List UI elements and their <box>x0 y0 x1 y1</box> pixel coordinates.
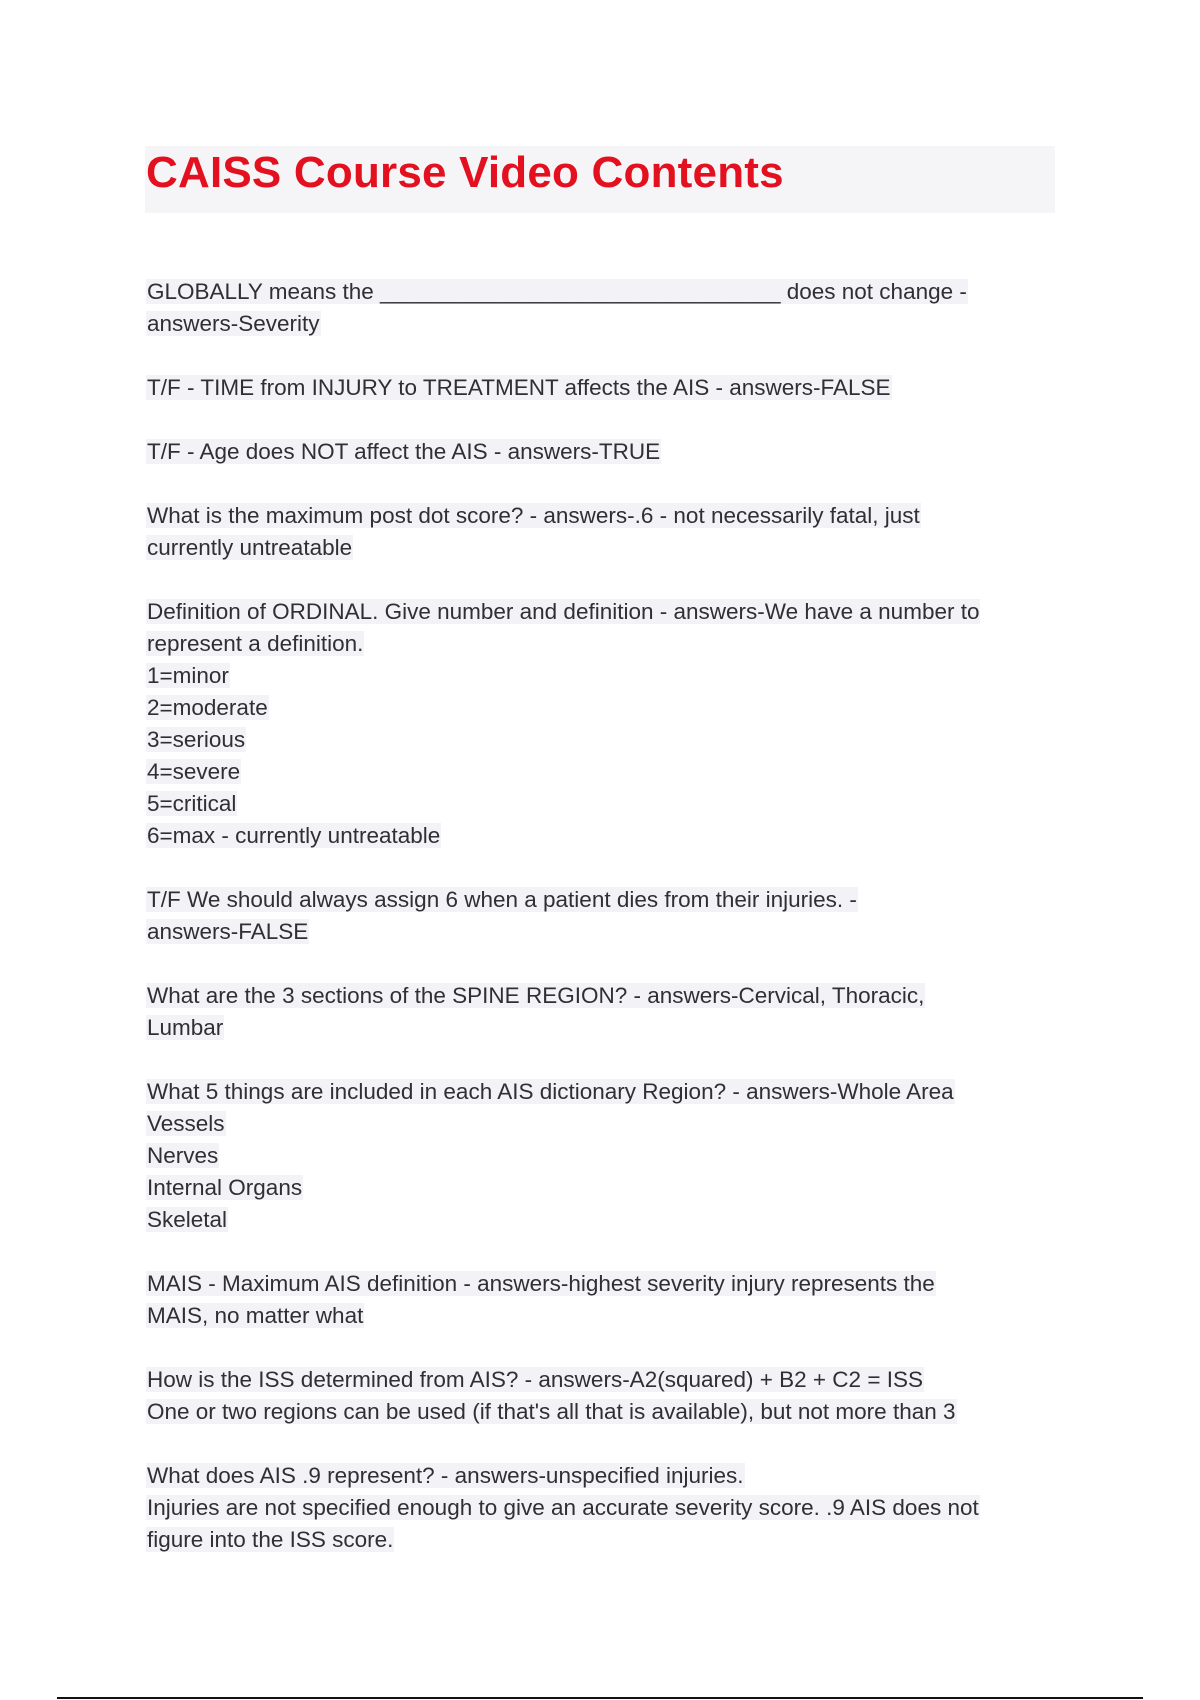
qa-item <box>146 884 1066 948</box>
qa-line: Injuries are not specified enough to give an accurate severity score. .9 AIS does not <box>147 1495 979 1520</box>
qa-line: Nerves <box>147 1143 219 1168</box>
qa-line: Definition of ORDINAL. Give number and definition - answers-We have a number to <box>147 599 980 624</box>
qa-line: How is the ISS determined from AIS? - answers-A2(squared) + B2 + C2 = ISS <box>147 1367 923 1392</box>
qa-line: What 5 things are included in each AIS dictionary Region? - answers-Whole Area <box>147 1079 954 1104</box>
qa-item <box>146 500 1066 564</box>
qa-line: represent a definition. <box>147 631 364 656</box>
qa-line: 2=moderate <box>147 695 268 720</box>
qa-item <box>146 1268 1066 1332</box>
qa-line: Skeletal <box>147 1207 228 1232</box>
page-bottom-rule <box>57 1697 1143 1699</box>
qa-line: answers-Severity <box>147 311 320 336</box>
qa-item <box>146 596 1066 852</box>
qa-line: T/F - Age does NOT affect the AIS - answers-TRUE <box>147 439 661 464</box>
qa-line: T/F - TIME from INJURY to TREATMENT affects the AIS - answers-FALSE <box>147 375 891 400</box>
qa-item <box>146 1460 1066 1556</box>
qa-line: What are the 3 sections of the SPINE REGION? - answers-Cervical, Thoracic, <box>147 983 925 1008</box>
qa-line: What does AIS .9 represent? - answers-unspecified injuries. <box>147 1463 744 1488</box>
qa-item <box>146 980 1066 1044</box>
qa-line: 1=minor <box>147 663 229 688</box>
qa-line: MAIS - Maximum AIS definition - answers-highest severity injury represents the <box>147 1271 935 1296</box>
qa-item <box>146 436 1066 468</box>
qa-line: figure into the ISS score. <box>147 1527 394 1552</box>
qa-item <box>146 1076 1066 1236</box>
qa-line: What is the maximum post dot score? - answers-.6 - not necessarily fatal, just <box>147 503 920 528</box>
qa-item <box>146 1364 1066 1428</box>
qa-line: Vessels <box>147 1111 225 1136</box>
qa-item <box>146 372 1066 404</box>
qa-line: T/F We should always assign 6 when a patient dies from their injuries. - <box>147 887 857 912</box>
qa-line: 4=severe <box>147 759 241 784</box>
qa-line: MAIS, no matter what <box>147 1303 364 1328</box>
qa-line: 3=serious <box>147 727 246 752</box>
qa-line: GLOBALLY means the ________________________________ does not change - <box>147 279 967 304</box>
qa-line: 5=critical <box>147 791 237 816</box>
qa-list <box>146 276 1066 1588</box>
qa-line: Lumbar <box>147 1015 224 1040</box>
qa-line: answers-FALSE <box>147 919 309 944</box>
qa-line: 6=max - currently untreatable <box>147 823 441 848</box>
page-title: CAISS Course Video Contents <box>146 148 784 197</box>
qa-line: Internal Organs <box>147 1175 303 1200</box>
qa-line: currently untreatable <box>147 535 353 560</box>
qa-item <box>146 276 1066 340</box>
qa-line: One or two regions can be used (if that's all that is available), but not more than 3 <box>147 1399 956 1424</box>
